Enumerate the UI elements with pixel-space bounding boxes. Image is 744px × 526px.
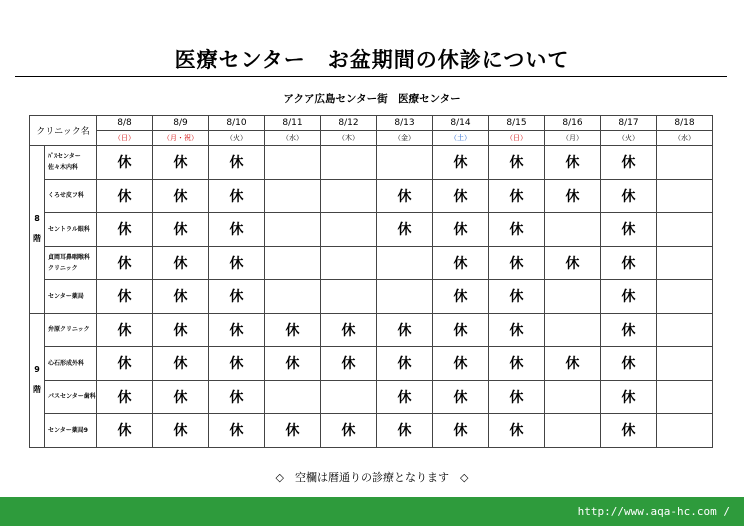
closed-cell: 休 xyxy=(377,313,433,347)
closed-cell: 休 xyxy=(209,313,265,347)
closed-cell: 休 xyxy=(433,414,489,448)
closed-cell: 休 xyxy=(433,179,489,213)
closed-cell: 休 xyxy=(601,313,657,347)
clinic-name: センター薬局 xyxy=(45,280,97,314)
date-cell: 8/10 xyxy=(209,116,265,131)
closed-cell: 休 xyxy=(433,280,489,314)
closed-cell xyxy=(377,146,433,180)
closed-cell: 休 xyxy=(377,179,433,213)
date-cell: 8/12 xyxy=(321,116,377,131)
clinic-name: パスセンター歯科 xyxy=(45,380,97,414)
closed-cell: 休 xyxy=(601,246,657,280)
date-cell: 8/9 xyxy=(153,116,209,131)
table-row xyxy=(30,280,713,314)
closed-cell xyxy=(265,246,321,280)
closed-cell xyxy=(657,213,713,247)
closed-cell: 休 xyxy=(601,213,657,247)
closed-cell: 休 xyxy=(433,213,489,247)
date-cell: 8/13 xyxy=(377,116,433,131)
closed-cell: 休 xyxy=(153,347,209,381)
floor-label: 9 階 xyxy=(30,313,45,447)
closed-cell: 休 xyxy=(433,380,489,414)
closed-cell: 休 xyxy=(489,179,545,213)
weekday-cell: （月・祝） xyxy=(153,131,209,146)
closed-cell xyxy=(657,347,713,381)
closed-cell xyxy=(377,246,433,280)
closed-cell: 休 xyxy=(153,246,209,280)
date-header-row xyxy=(30,116,713,131)
closed-cell: 休 xyxy=(97,347,153,381)
closed-cell: 休 xyxy=(97,246,153,280)
weekday-cell: （土） xyxy=(433,131,489,146)
closed-cell xyxy=(545,213,601,247)
closed-cell: 休 xyxy=(321,313,377,347)
date-cell: 8/17 xyxy=(601,116,657,131)
closed-cell: 休 xyxy=(209,414,265,448)
closed-cell xyxy=(657,280,713,314)
table-row xyxy=(30,347,713,381)
date-cell: 8/16 xyxy=(545,116,601,131)
closed-cell: 休 xyxy=(265,414,321,448)
clinic-name: くろせ皮フ科 xyxy=(45,179,97,213)
closed-cell: 休 xyxy=(433,347,489,381)
closed-cell xyxy=(657,414,713,448)
closed-cell: 休 xyxy=(153,414,209,448)
closed-cell: 休 xyxy=(433,313,489,347)
closed-cell: 休 xyxy=(377,380,433,414)
weekday-cell: （火） xyxy=(601,131,657,146)
closed-cell xyxy=(377,280,433,314)
closed-cell: 休 xyxy=(97,146,153,180)
floor-label: 8 階 xyxy=(30,146,45,314)
closed-cell: 休 xyxy=(601,414,657,448)
closed-cell: 休 xyxy=(153,213,209,247)
closed-cell xyxy=(321,179,377,213)
closed-cell: 休 xyxy=(265,313,321,347)
closed-cell xyxy=(321,280,377,314)
closed-cell: 休 xyxy=(601,380,657,414)
closed-cell xyxy=(545,380,601,414)
closed-cell: 休 xyxy=(433,246,489,280)
closed-cell: 休 xyxy=(545,347,601,381)
closed-cell: 休 xyxy=(545,179,601,213)
closed-cell: 休 xyxy=(601,179,657,213)
closed-cell: 休 xyxy=(601,280,657,314)
weekday-header-row xyxy=(30,131,713,146)
date-cell: 8/15 xyxy=(489,116,545,131)
closed-cell xyxy=(265,380,321,414)
closed-cell: 休 xyxy=(489,146,545,180)
closed-cell xyxy=(657,146,713,180)
clinic-name: 貞岡耳鼻咽喉科 クリニック xyxy=(45,246,97,280)
closed-cell: 休 xyxy=(97,280,153,314)
closed-cell: 休 xyxy=(209,280,265,314)
weekday-cell: （木） xyxy=(321,131,377,146)
closed-cell: 休 xyxy=(209,213,265,247)
closed-cell: 休 xyxy=(433,146,489,180)
closed-cell xyxy=(321,146,377,180)
closed-cell: 休 xyxy=(489,380,545,414)
date-cell: 8/11 xyxy=(265,116,321,131)
clinic-name: 弁原クリニック xyxy=(45,313,97,347)
closed-cell xyxy=(265,146,321,180)
schedule-note: ◇ 空欄は暦通りの診療となります ◇ xyxy=(275,471,469,484)
closed-cell: 休 xyxy=(209,246,265,280)
closed-cell: 休 xyxy=(545,246,601,280)
date-cell: 8/18 xyxy=(657,116,713,131)
weekday-cell: （火） xyxy=(209,131,265,146)
subtitle: アクア広島センター街 医療センター xyxy=(283,93,461,105)
closed-cell: 休 xyxy=(321,347,377,381)
closed-cell xyxy=(265,179,321,213)
closed-cell: 休 xyxy=(489,414,545,448)
weekday-cell: （日） xyxy=(489,131,545,146)
weekday-cell: （水） xyxy=(657,131,713,146)
weekday-cell: （月） xyxy=(545,131,601,146)
closed-cell: 休 xyxy=(153,179,209,213)
clinic-name: センター薬局9 xyxy=(45,414,97,448)
closed-cell xyxy=(657,246,713,280)
closed-cell: 休 xyxy=(97,213,153,247)
closed-cell xyxy=(321,246,377,280)
closed-cell: 休 xyxy=(97,414,153,448)
closed-cell xyxy=(545,280,601,314)
closed-cell: 休 xyxy=(209,179,265,213)
closed-cell: 休 xyxy=(209,146,265,180)
closed-cell xyxy=(657,380,713,414)
closed-cell: 休 xyxy=(97,313,153,347)
page-title: 医療センター お盆期間の休診について xyxy=(174,48,570,72)
schedule-table xyxy=(29,115,713,448)
clinic-name: セントラル眼科 xyxy=(45,213,97,247)
closed-cell: 休 xyxy=(489,280,545,314)
table-row xyxy=(30,414,713,448)
closed-cell: 休 xyxy=(97,380,153,414)
closed-cell: 休 xyxy=(153,380,209,414)
closed-cell: 休 xyxy=(377,347,433,381)
closed-cell xyxy=(321,213,377,247)
title-divider xyxy=(15,76,727,77)
clinic-name: ﾊﾟｽセンター 佐々木内科 xyxy=(45,146,97,180)
closed-cell xyxy=(265,280,321,314)
closed-cell: 休 xyxy=(377,213,433,247)
closed-cell: 休 xyxy=(377,414,433,448)
table-row xyxy=(30,313,713,347)
closed-cell xyxy=(545,414,601,448)
footer-bar xyxy=(0,497,744,526)
closed-cell xyxy=(321,380,377,414)
closed-cell: 休 xyxy=(321,414,377,448)
table-row xyxy=(30,213,713,247)
closed-cell: 休 xyxy=(489,213,545,247)
weekday-cell: （水） xyxy=(265,131,321,146)
closed-cell xyxy=(657,179,713,213)
table-row xyxy=(30,179,713,213)
closed-cell: 休 xyxy=(601,347,657,381)
closed-cell: 休 xyxy=(209,347,265,381)
closed-cell: 休 xyxy=(545,146,601,180)
closed-cell: 休 xyxy=(209,380,265,414)
closed-cell: 休 xyxy=(489,347,545,381)
table-row xyxy=(30,380,713,414)
closed-cell xyxy=(545,313,601,347)
closed-cell: 休 xyxy=(153,313,209,347)
closed-cell: 休 xyxy=(265,347,321,381)
closed-cell: 休 xyxy=(489,246,545,280)
closed-cell: 休 xyxy=(97,179,153,213)
closed-cell: 休 xyxy=(601,146,657,180)
date-cell: 8/8 xyxy=(97,116,153,131)
clinic-name-header: クリニック名 xyxy=(30,116,97,146)
closed-cell: 休 xyxy=(489,313,545,347)
clinic-name: 心石形成外科 xyxy=(45,347,97,381)
weekday-cell: （日） xyxy=(97,131,153,146)
closed-cell xyxy=(265,213,321,247)
table-row xyxy=(30,146,713,180)
closed-cell xyxy=(657,313,713,347)
footer-url-link[interactable]: http://www.aqa-hc.com / xyxy=(577,505,730,518)
weekday-cell: （金） xyxy=(377,131,433,146)
closed-cell: 休 xyxy=(153,146,209,180)
closed-cell: 休 xyxy=(153,280,209,314)
date-cell: 8/14 xyxy=(433,116,489,131)
table-row xyxy=(30,246,713,280)
